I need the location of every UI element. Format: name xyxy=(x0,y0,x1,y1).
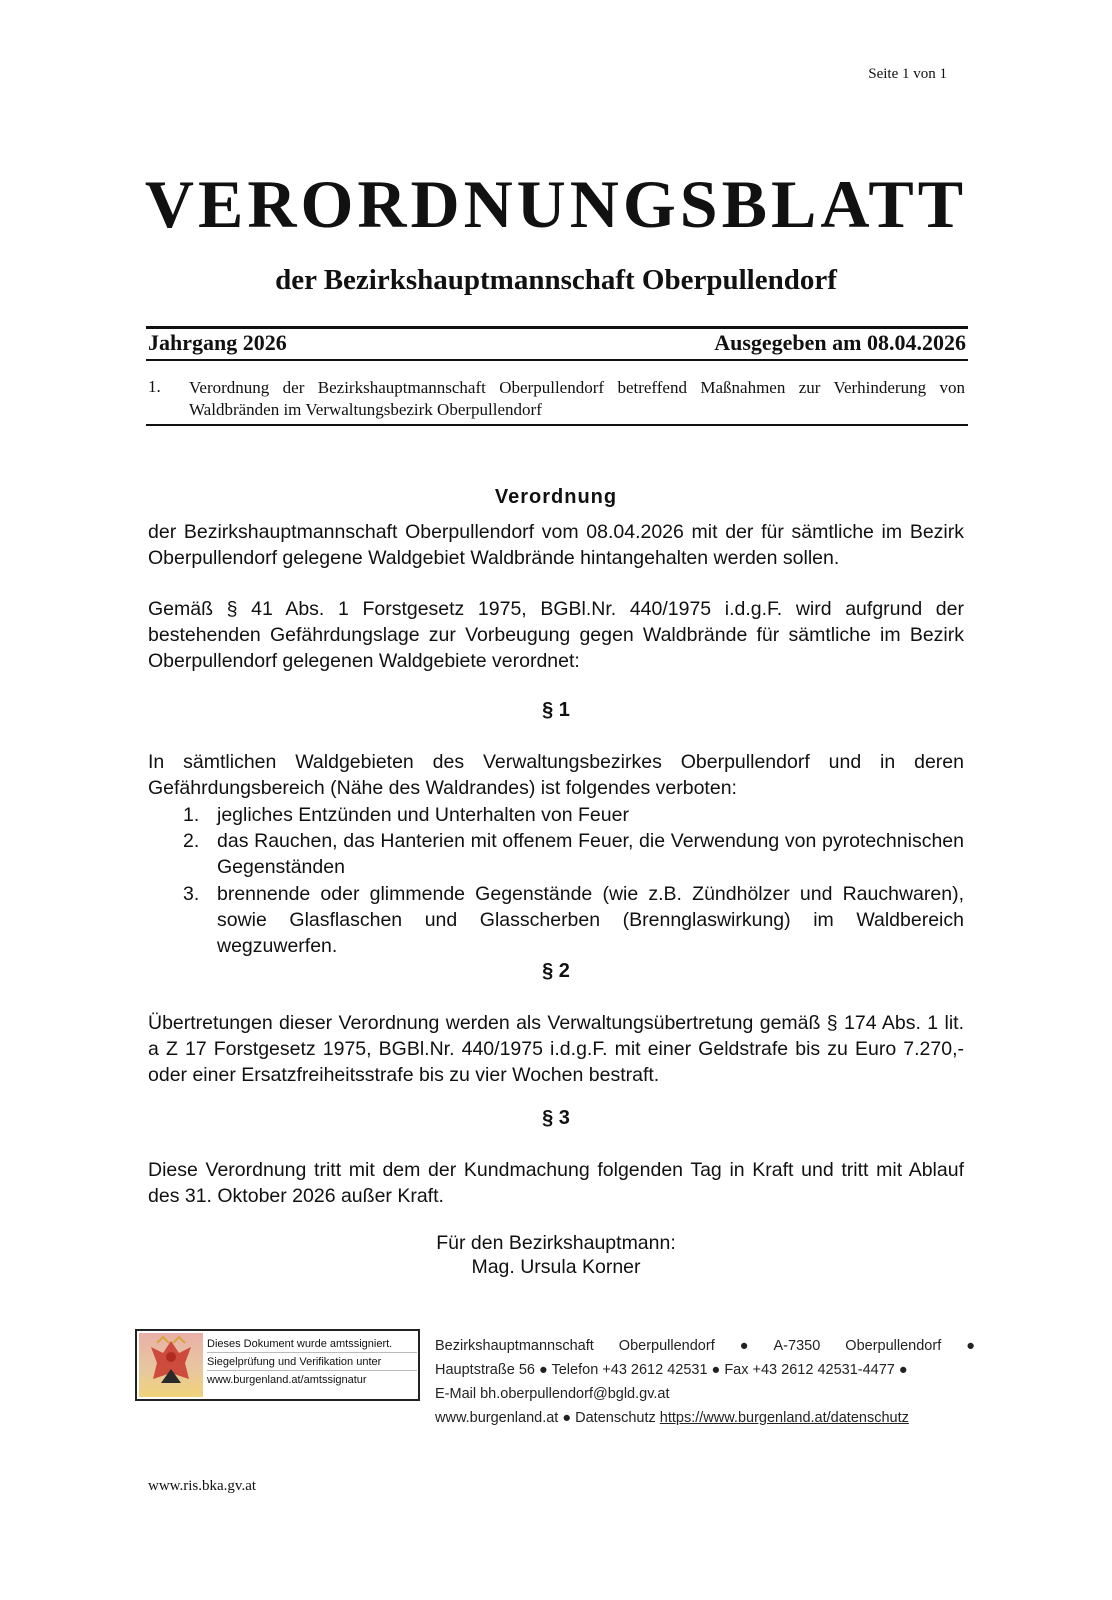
contact-line-address xyxy=(435,1334,975,1358)
contact-separator: ● xyxy=(966,1338,975,1354)
contact-line-web xyxy=(435,1406,975,1430)
section-3-text: Diese Verordnung tritt mit dem der Kundmachung folgenden Tag in Kraft und tritt mit Ablauf des 31. Oktober 2026 außer Kraft. xyxy=(148,1159,964,1207)
section-1-text: In sämtlichen Waldgebieten des Verwaltungsbezirkes Oberpullendorf und in deren Gefährdungsbereich (Nähe des Waldrandes) ist folgendes verboten: xyxy=(148,751,964,799)
list-item xyxy=(183,881,964,959)
section-1-label: § 1 xyxy=(542,699,570,721)
list-item-number: 2. xyxy=(183,830,200,852)
contact-part: A-7350 xyxy=(773,1338,821,1354)
contact-line-phone: Hauptstraße 56 ● Telefon +43 2612 42531 ● Fax +43 2612 42531-4477 ● xyxy=(435,1362,908,1378)
list-item-number: 1. xyxy=(183,804,200,826)
signer-name: Mag. Ursula Korner xyxy=(471,1256,641,1278)
footer-url: www.ris.bka.gv.at xyxy=(148,1478,257,1494)
coat-of-arms-seal-icon xyxy=(139,1333,203,1397)
page-indicator: Seite 1 von 1 xyxy=(868,66,947,82)
privacy-link[interactable]: https://www.burgenland.at/datenschutz xyxy=(659,1410,909,1426)
header-rule-middle xyxy=(146,359,968,361)
gazette-title: VERORDNUNGSBLATT xyxy=(144,166,968,242)
volume-year: Jahrgang 2026 xyxy=(148,330,287,355)
list-item xyxy=(183,828,964,880)
ordinance-intro: der Bezirkshauptmannschaft Oberpullendorf vom 08.04.2026 mit der für sämtliche im Bezirk Oberpullendorf gelegene Waldgebiet Waldbrände hintangehalten werden sollen. xyxy=(148,521,964,569)
signer-role: Für den Bezirkshauptmann: xyxy=(436,1232,676,1254)
contact-part: Bezirkshauptmannschaft xyxy=(435,1338,594,1354)
list-item-number: 3. xyxy=(183,883,200,905)
list-item xyxy=(183,802,964,828)
section-3-label: § 3 xyxy=(542,1107,570,1129)
gazette-subtitle: der Bezirkshauptmannschaft Oberpullendorf xyxy=(275,264,837,296)
list-item-text: jegliches Entzünden und Unterhalten von Feuer xyxy=(217,804,629,826)
authority-contact-block xyxy=(435,1334,975,1430)
signature-note-line-1: Dieses Dokument wurde amtssigniert. xyxy=(207,1337,417,1353)
official-signature-box xyxy=(135,1329,420,1401)
list-item-text: das Rauchen, das Hanterien mit offenem Feuer, die Verwendung von pyrotechnischen Gegenständen xyxy=(217,830,964,878)
contact-separator: ● xyxy=(739,1338,749,1354)
toc-item-text: Verordnung der Bezirkshauptmannschaft Oberpullendorf betreffend Maßnahmen zur Verhinderung von Waldbränden im Verwaltungsbezirk Oberpullendorf xyxy=(189,378,965,419)
issue-date: Ausgegeben am 08.04.2026 xyxy=(714,330,966,355)
contact-line-email: E-Mail bh.oberpullendorf@bgld.gv.at xyxy=(435,1386,670,1402)
toc-item-number: 1. xyxy=(148,377,161,396)
list-item-text: brennende oder glimmende Gegenstände (wie z.B. Zündhölzer und Rauchwaren), sowie Glasflaschen und Glasscherben (Brennglaswirkung) im Waldbereich wegzuwerfen. xyxy=(217,883,964,957)
contact-part: Oberpullendorf xyxy=(845,1338,942,1354)
signature-note-line-2: Siegelprüfung und Verifikation unter xyxy=(207,1355,417,1371)
contact-part: Oberpullendorf xyxy=(618,1338,715,1354)
ordinance-heading: Verordnung xyxy=(494,486,618,508)
section-2-text: Übertretungen dieser Verordnung werden als Verwaltungsübertretung gemäß § 174 Abs. 1 lit. a Z 17 Forstgesetz 1975, BGBl.Nr. 440/1975 i.d.g.F. mit einer Geldstrafe bis zu Euro 7.270,- oder einer Ersatzfreiheitsstrafe bis zu vier Wochen bestraft. xyxy=(148,1012,964,1086)
header-rule-top xyxy=(146,326,968,329)
header-rule-bottom xyxy=(146,424,968,426)
legal-basis: Gemäß § 41 Abs. 1 Forstgesetz 1975, BGBl.Nr. 440/1975 i.d.g.F. wird aufgrund der bestehenden Gefährdungslage zur Vorbeugung gegen Waldbrände für sämtliche im Bezirk Oberpullendorf gelegenen Waldgebiete verordnet: xyxy=(148,598,964,672)
section-2-label: § 2 xyxy=(542,960,570,982)
signature-verification-url: www.burgenland.at/amtssignatur xyxy=(207,1374,367,1386)
contact-web-text: www.burgenland.at ● Datenschutz xyxy=(435,1410,660,1426)
